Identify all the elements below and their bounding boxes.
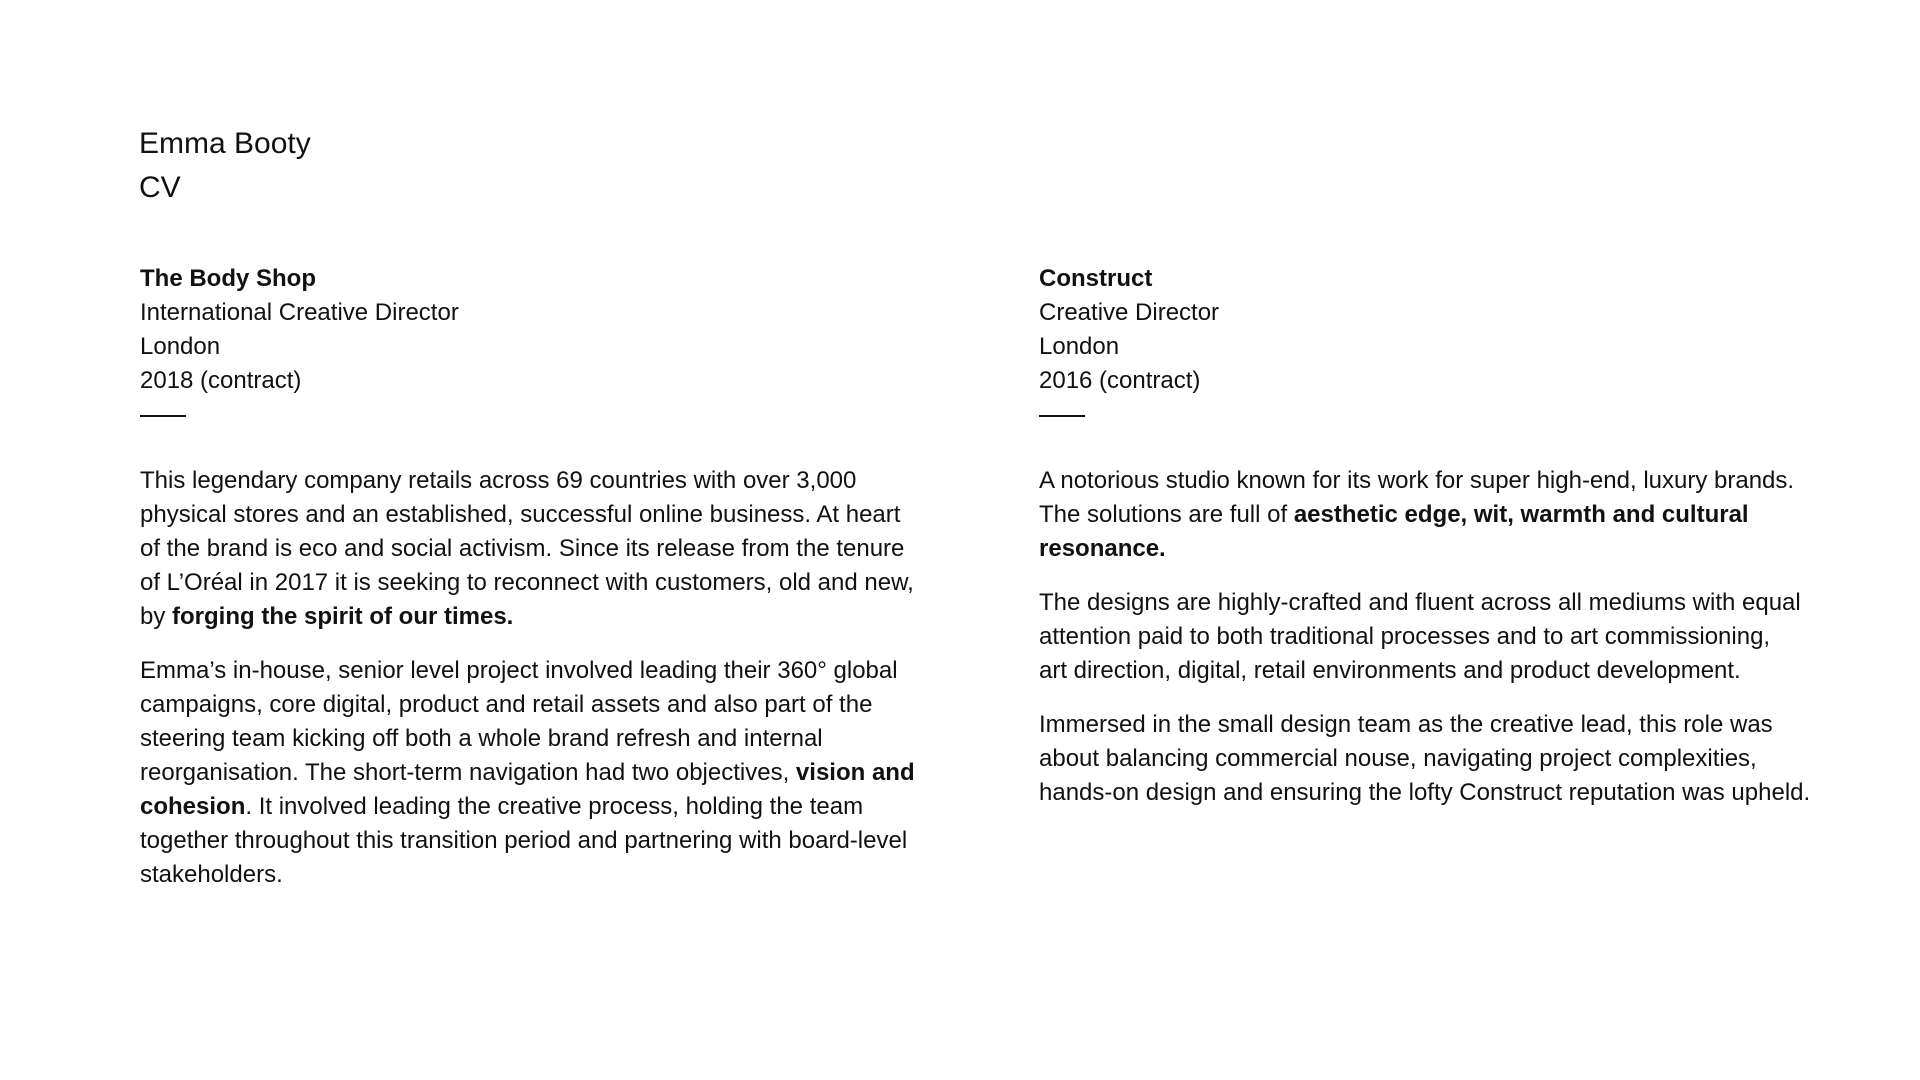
job-role: Creative Director (1039, 299, 1220, 326)
highlight-text: forging the spirit of our times. (172, 603, 514, 630)
job-location: London (140, 333, 221, 360)
job-description-paragraph (1039, 464, 1829, 566)
job-entry-body-shop (140, 262, 930, 912)
paragraph-text: . It involved leading the creative process, holding the team together throughout this transition period and partnering with board-level stakeholders. (140, 793, 908, 888)
cv-header (139, 122, 311, 210)
highlight-text: vision and cohesion (140, 759, 915, 820)
document-type: CV (139, 171, 181, 204)
person-name: Emma Booty (139, 127, 311, 160)
job-description-paragraph (140, 654, 930, 892)
job-period: 2018 (contract) (140, 367, 302, 394)
section-divider (140, 415, 186, 417)
highlight-text: aesthetic edge, wit, warmth and cultural resonance. (1039, 501, 1749, 562)
job-description-paragraph (140, 464, 930, 634)
job-entry-construct (1039, 262, 1829, 830)
paragraph-text: The designs are highly-crafted and fluent across all mediums with equal attention paid to both traditional processes and to art commissioning, (1039, 589, 1801, 650)
section-divider (1039, 415, 1085, 417)
company-name: The Body Shop (140, 265, 316, 292)
paragraph-text: This legendary company retails across 69 countries with over 3,000 physical stores and an established, successful online business. At heart (140, 467, 901, 528)
paragraph-text: Immersed in the small design team as the creative lead, this role was about balancing commercial nouse, navigating project complexities, hands-on design and ensuring the lofty Construct reputation was upheld. (1039, 711, 1811, 806)
paragraph-text: Emma’s in-house, senior level project involved leading their 360° global campaigns, core digital, product and retail assets and also part of the steering team kicking off both a whole brand refresh and internal reorganisation. The short-term navigation had two objectives, (140, 657, 898, 786)
paragraph-text: art direction, digital, retail environments and product development. (1039, 657, 1741, 684)
job-description-paragraph (1039, 708, 1829, 810)
company-name: Construct (1039, 265, 1153, 292)
job-location: London (1039, 333, 1120, 360)
job-period: 2016 (contract) (1039, 367, 1201, 394)
job-role: International Creative Director (140, 299, 459, 326)
job-description-paragraph (1039, 586, 1829, 688)
paragraph-text: of the brand is eco and social activism. Since its release from the tenure of L’Oréal in 2017 it is seeking to reconnect with customers, old and new, by (140, 535, 914, 630)
paragraph-text: A notorious studio known for its work for super high-end, luxury brands. The solutions are full of (1039, 467, 1795, 528)
